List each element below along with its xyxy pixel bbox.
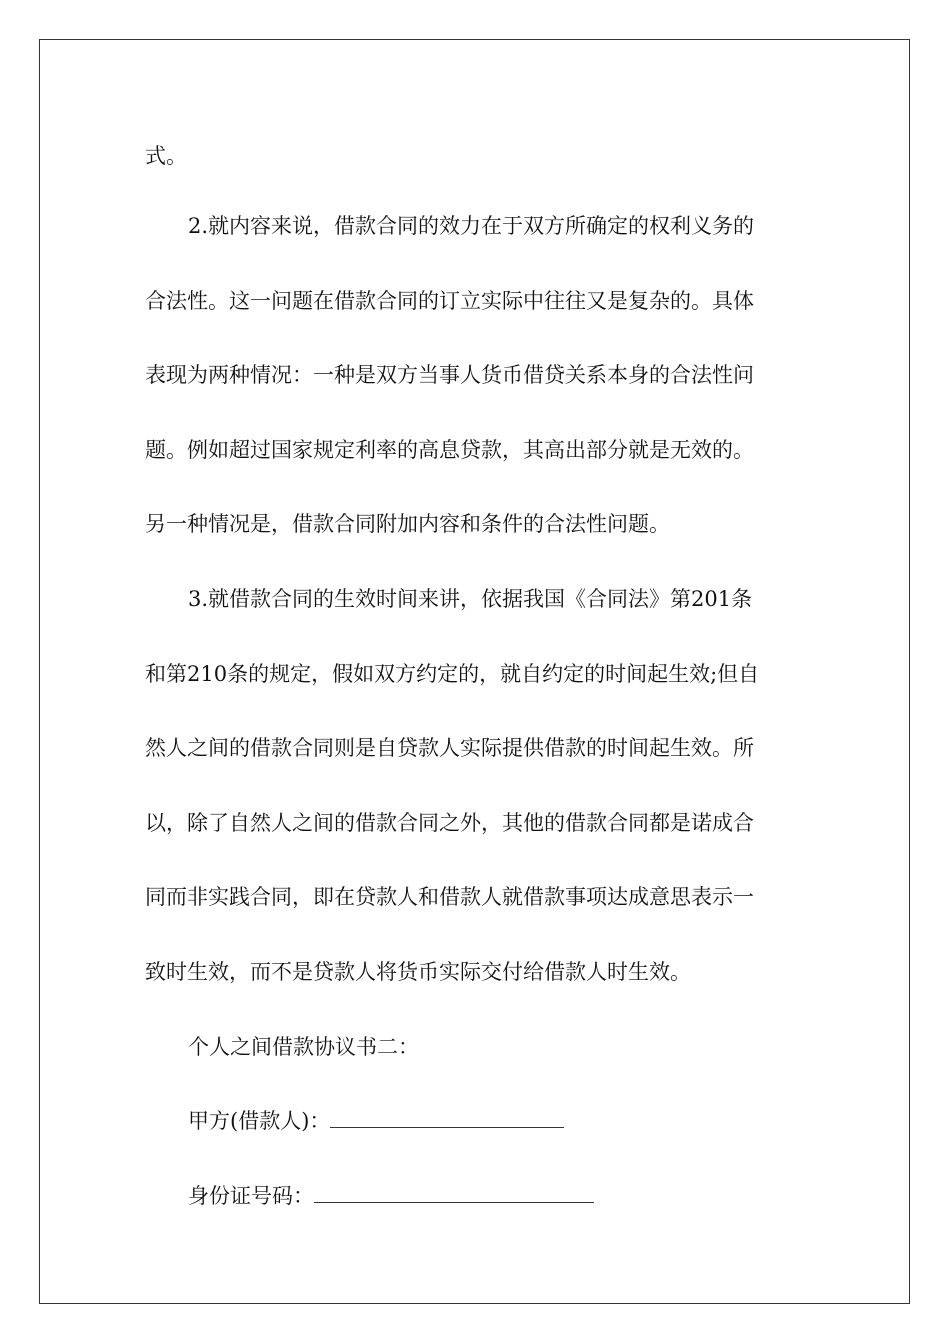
text-line: 合法性。这一问题在借款合同的订立实际中往往又是复杂的。具体 [145, 289, 754, 313]
text-line: 以，除了自然人之间的借款合同之外，其他的借款合同都是诺成合 [145, 811, 754, 835]
id-number-label: 身份证号码： [188, 1184, 314, 1208]
text-line: 致时生效，而不是贷款人将货币实际交付给借款人时生效。 [145, 960, 691, 984]
party-a-blank [330, 1107, 564, 1128]
text-line: 表现为两种情况：一种是双方当事人货币借贷关系本身的合法性问 [145, 363, 754, 387]
party-a-row [0, 1107, 950, 1135]
text-line: 题。例如超过国家规定利率的高息贷款，其高出部分就是无效的。 [145, 438, 754, 462]
text-line: 同而非实践合同，即在贷款人和借款人就借款事项达成意思表示一 [145, 885, 754, 909]
text-line: 另一种情况是，借款合同附加内容和条件的合法性问题。 [145, 512, 670, 536]
party-a-label: 甲方(借款人)： [188, 1109, 331, 1133]
id-number-row [0, 1182, 950, 1210]
text-line: 2.就内容来说，借款合同的效力在于双方所确定的权利义务的 [188, 214, 755, 238]
section-heading: 个人之间借款协议书二： [188, 1035, 419, 1059]
id-number-blank [314, 1182, 594, 1203]
text-line: 式。 [145, 144, 187, 168]
text-line: 然人之间的借款合同则是自贷款人实际提供借款的时间起生效。所 [145, 736, 754, 760]
text-line: 和第210条的规定，假如双方约定的，就自约定的时间起生效;但自 [145, 662, 760, 686]
text-line: 3.就借款合同的生效时间来讲，依据我国《合同法》第201条 [188, 587, 753, 611]
